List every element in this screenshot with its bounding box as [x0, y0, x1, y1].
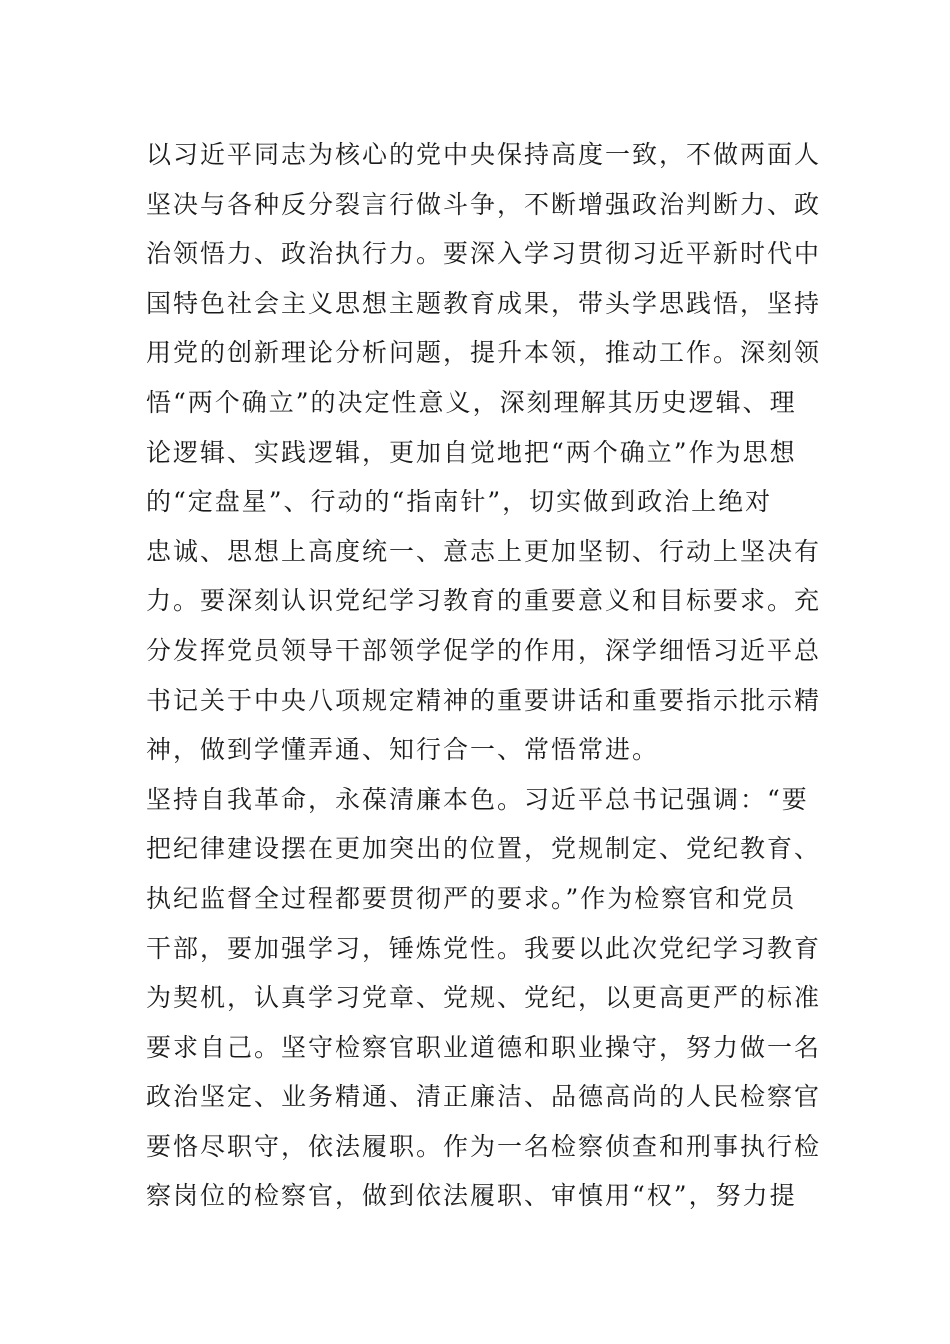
text-line: 为契机，认真学习党章、党规、党纪，以更高更严的标准 — [146, 983, 822, 1013]
text-line: 论逻辑、实践逻辑，更加自觉地把“两个确立”作为思想 — [146, 437, 797, 467]
text-line: 执纪监督全过程都要贯彻严的要求。”作为检察官和党员 — [146, 883, 797, 913]
text-line: 把纪律建设摆在更加突出的位置，党规制定、党纪教育、 — [146, 834, 822, 864]
text-line: 用党的创新理论分析问题，提升本领，推动工作。深刻领 — [146, 338, 822, 368]
text-line: 的“定盘星”、行动的“指南针”，切实做到政治上绝对 — [146, 487, 773, 517]
text-line: 干部，要加强学习，锤炼党性。我要以此次党纪学习教育 — [146, 933, 822, 963]
text-line: 忠诚、思想上高度统一、意志上更加坚韧、行动上坚决有 — [146, 536, 822, 566]
text-line: 悟“两个确立”的决定性意义，深刻理解其历史逻辑、理 — [146, 387, 797, 417]
text-line: 书记关于中央八项规定精神的重要讲话和重要指示批示精 — [146, 685, 822, 715]
text-line: 治领悟力、政治执行力。要深入学习贯彻习近平新时代中 — [146, 239, 822, 269]
text-line: 坚持自我革命，永葆清廉本色。习近平总书记强调：“要 — [146, 784, 809, 814]
text-line: 要恪尽职守，依法履职。作为一名检察侦查和刑事执行检 — [146, 1131, 822, 1161]
text-line: 察岗位的检察官，做到依法履职、审慎用“权”，努力提 — [146, 1181, 797, 1211]
text-line: 国特色社会主义思想主题教育成果，带头学思践悟，坚持 — [146, 288, 822, 318]
text-line: 以习近平同志为核心的党中央保持高度一致，不做两面人 — [146, 140, 822, 169]
text-line: 政治坚定、业务精通、清正廉洁、品德高尚的人民检察官 — [146, 1082, 822, 1112]
text-line: 力。要深刻认识党纪学习教育的重要意义和目标要求。充 — [146, 586, 822, 616]
text-line: 神，做到学懂弄通、知行合一、常悟常进。 — [146, 735, 660, 765]
text-line: 分发挥党员领导干部领学促学的作用，深学细悟习近平总 — [146, 635, 822, 665]
text-line: 要求自己。坚守检察官职业道德和职业操守，努力做一名 — [146, 1032, 822, 1062]
body-text — [146, 130, 826, 1221]
text-line: 坚决与各种反分裂言行做斗争，不断增强政治判断力、政 — [146, 189, 822, 219]
